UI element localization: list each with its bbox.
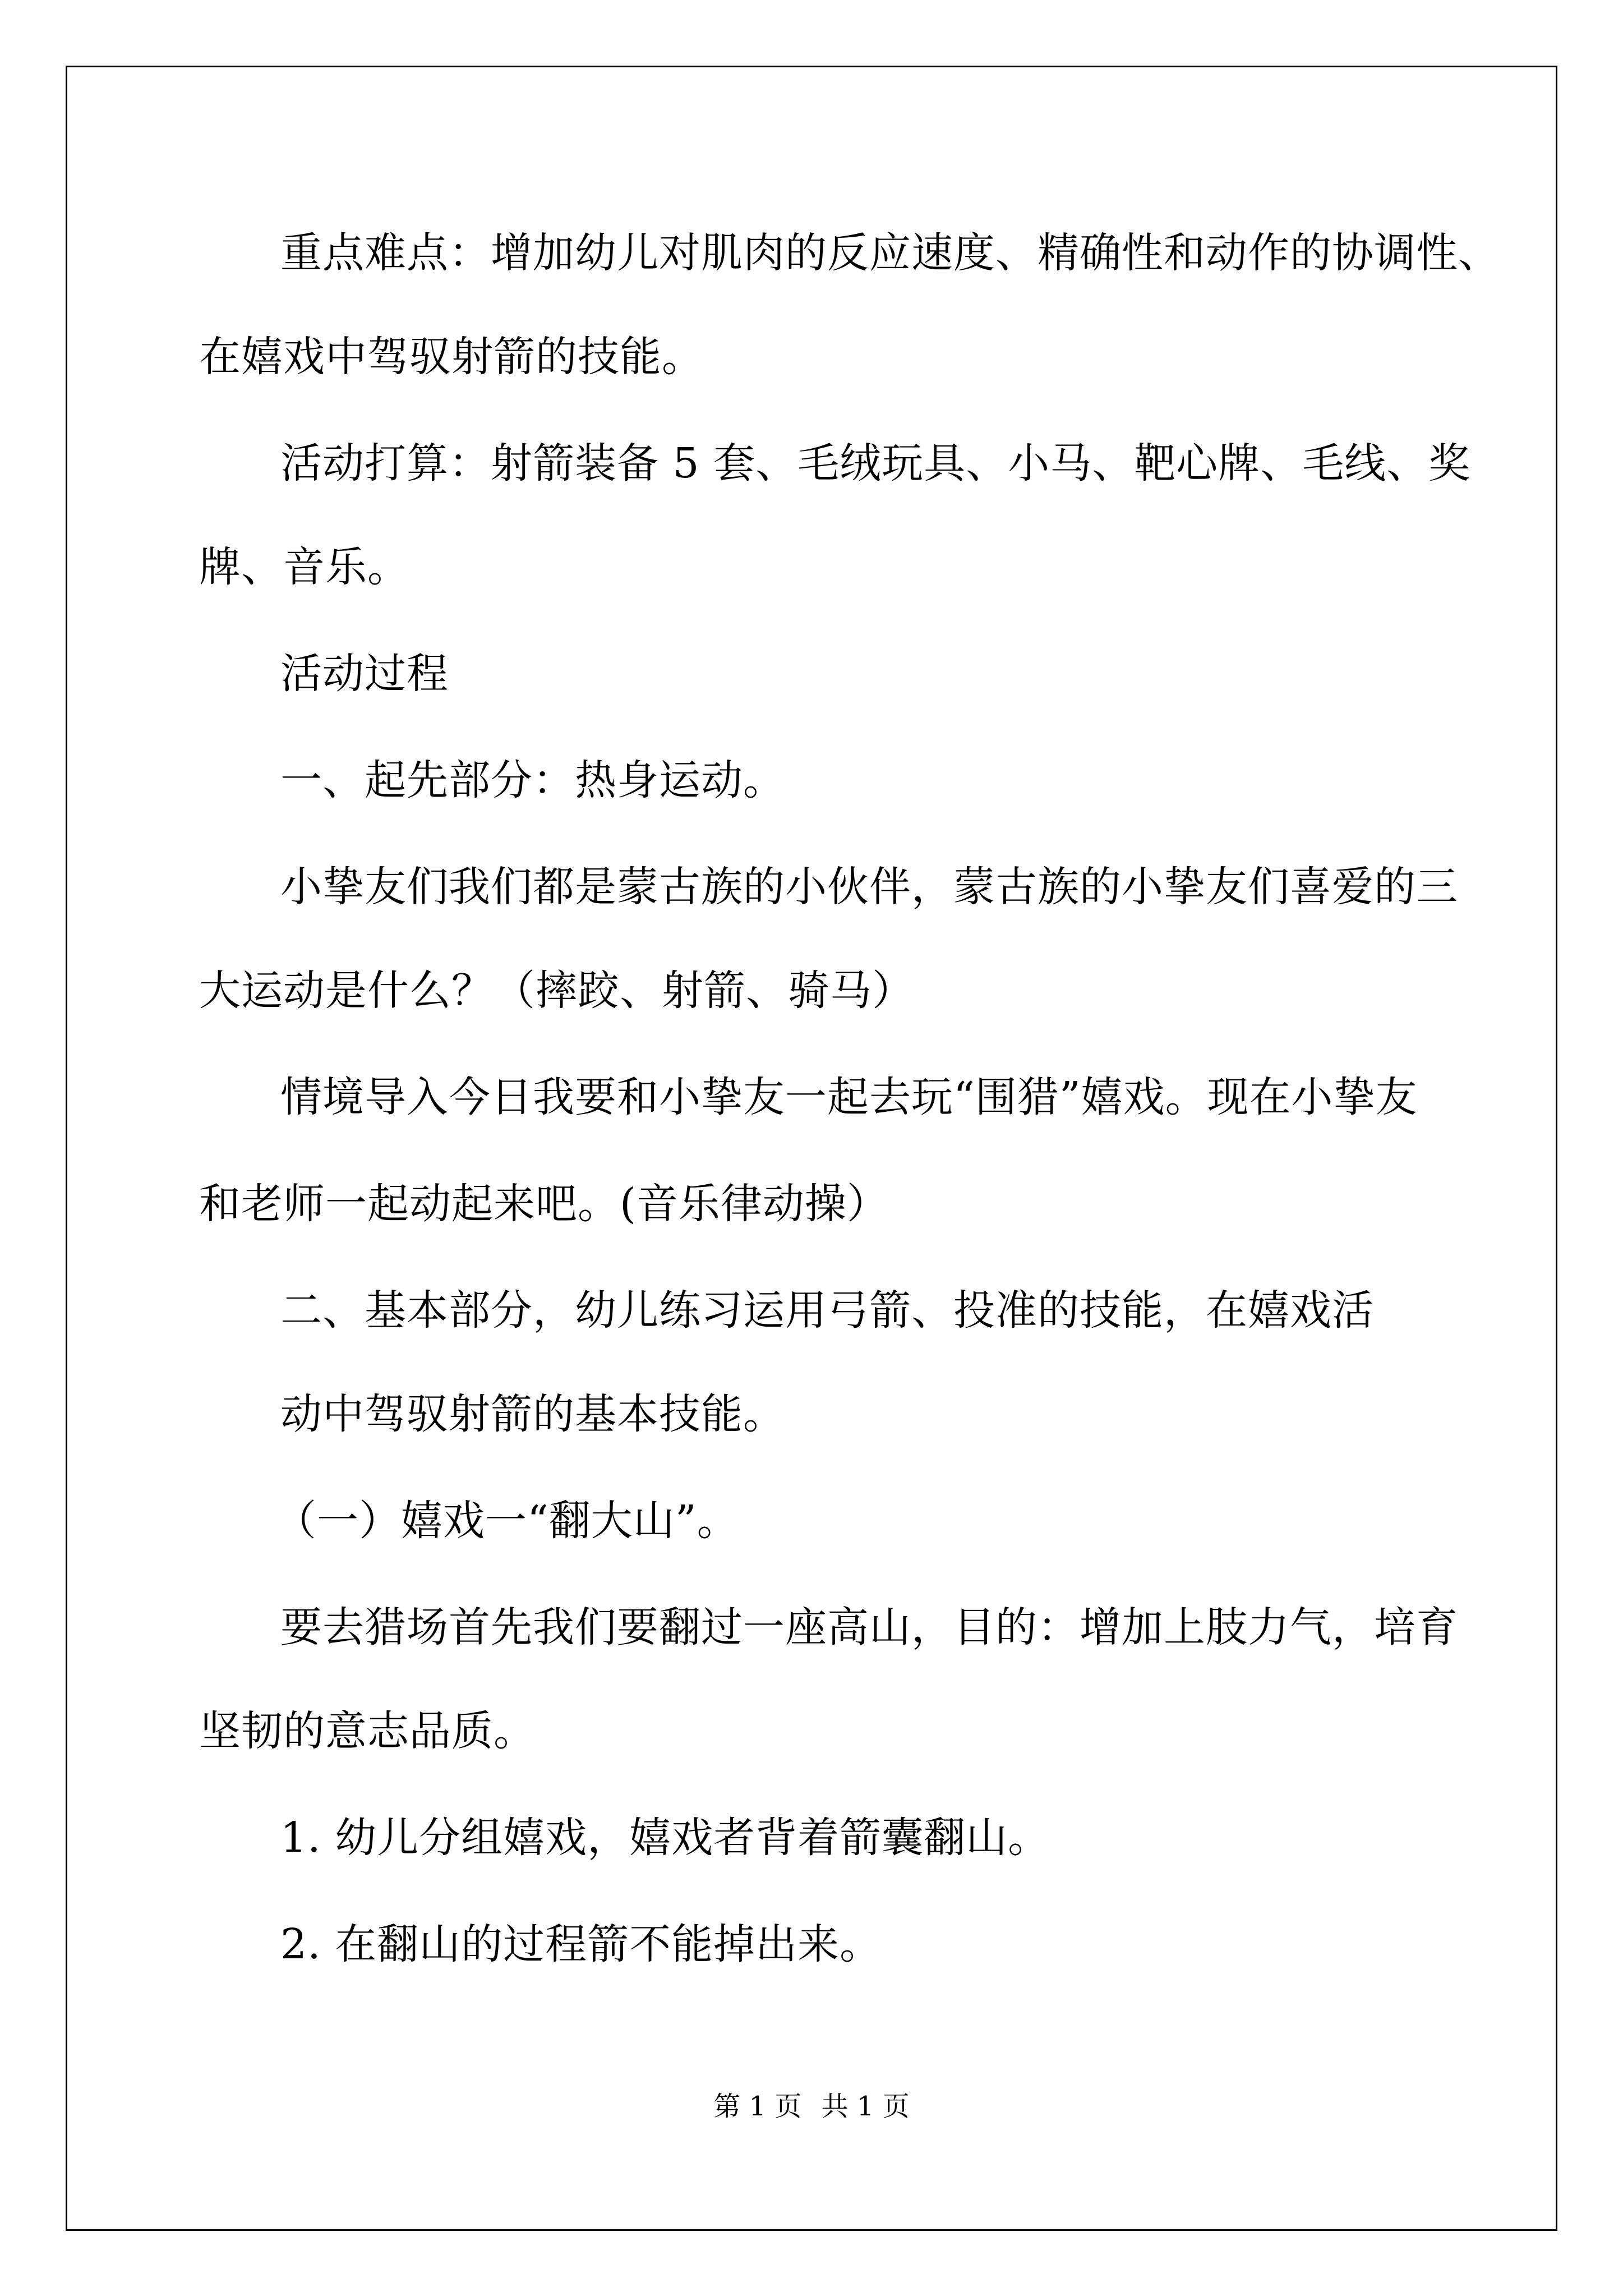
- page-footer: [0, 2090, 1623, 2123]
- paragraph-line: 和老师一起动起来吧。(音乐律动操）: [199, 1180, 889, 1228]
- section-heading: 活动过程: [280, 650, 449, 698]
- paragraph-line: 活动打算：射箭装备 5 套、毛绒玩具、小马、靶心牌、毛线、奖: [280, 439, 1471, 487]
- paragraph-line: 情境导入今日我要和小挚友一起去玩“围猎”嬉戏。现在小挚友: [280, 1073, 1418, 1121]
- paragraph-line: 小挚友们我们都是蒙古族的小伙伴，蒙古族的小挚友们喜爱的三: [280, 863, 1458, 911]
- paragraph-line: 在嬉戏中驾驭射箭的技能。: [199, 333, 704, 381]
- paragraph-line: 牌、音乐。: [199, 543, 409, 591]
- paragraph-line: 动中驾驭射箭的基本技能。: [280, 1390, 785, 1438]
- section-heading: 一、起先部分：热身运动。: [280, 756, 785, 804]
- section-heading: 二、基本部分，幼儿练习运用弓箭、投准的技能，在嬉戏活: [280, 1286, 1374, 1335]
- paragraph-line: 要去猎场首先我们要翻过一座高山，目的：增加上肢力气，培育: [280, 1603, 1458, 1651]
- paragraph-line: 坚韧的意志品质。: [199, 1707, 536, 1755]
- page-total: 共 1 页: [821, 2091, 910, 2122]
- paragraph-line: 重点难点：增加幼儿对肌肉的反应速度、精确性和动作的协调性、: [280, 229, 1500, 277]
- paragraph-line: 大运动是什么？（摔跤、射箭、骑马）: [199, 967, 914, 1015]
- list-item: 1. 幼儿分组嬉戏，嬉戏者背着箭囊翻山。: [280, 1814, 1050, 1862]
- subsection-heading: （一）嬉戏一“翻大山”。: [275, 1497, 739, 1545]
- list-item: 2. 在翻山的过程箭不能掉出来。: [280, 1920, 882, 1968]
- page-border: [66, 66, 1557, 2231]
- page-number: 第 1 页: [713, 2091, 802, 2122]
